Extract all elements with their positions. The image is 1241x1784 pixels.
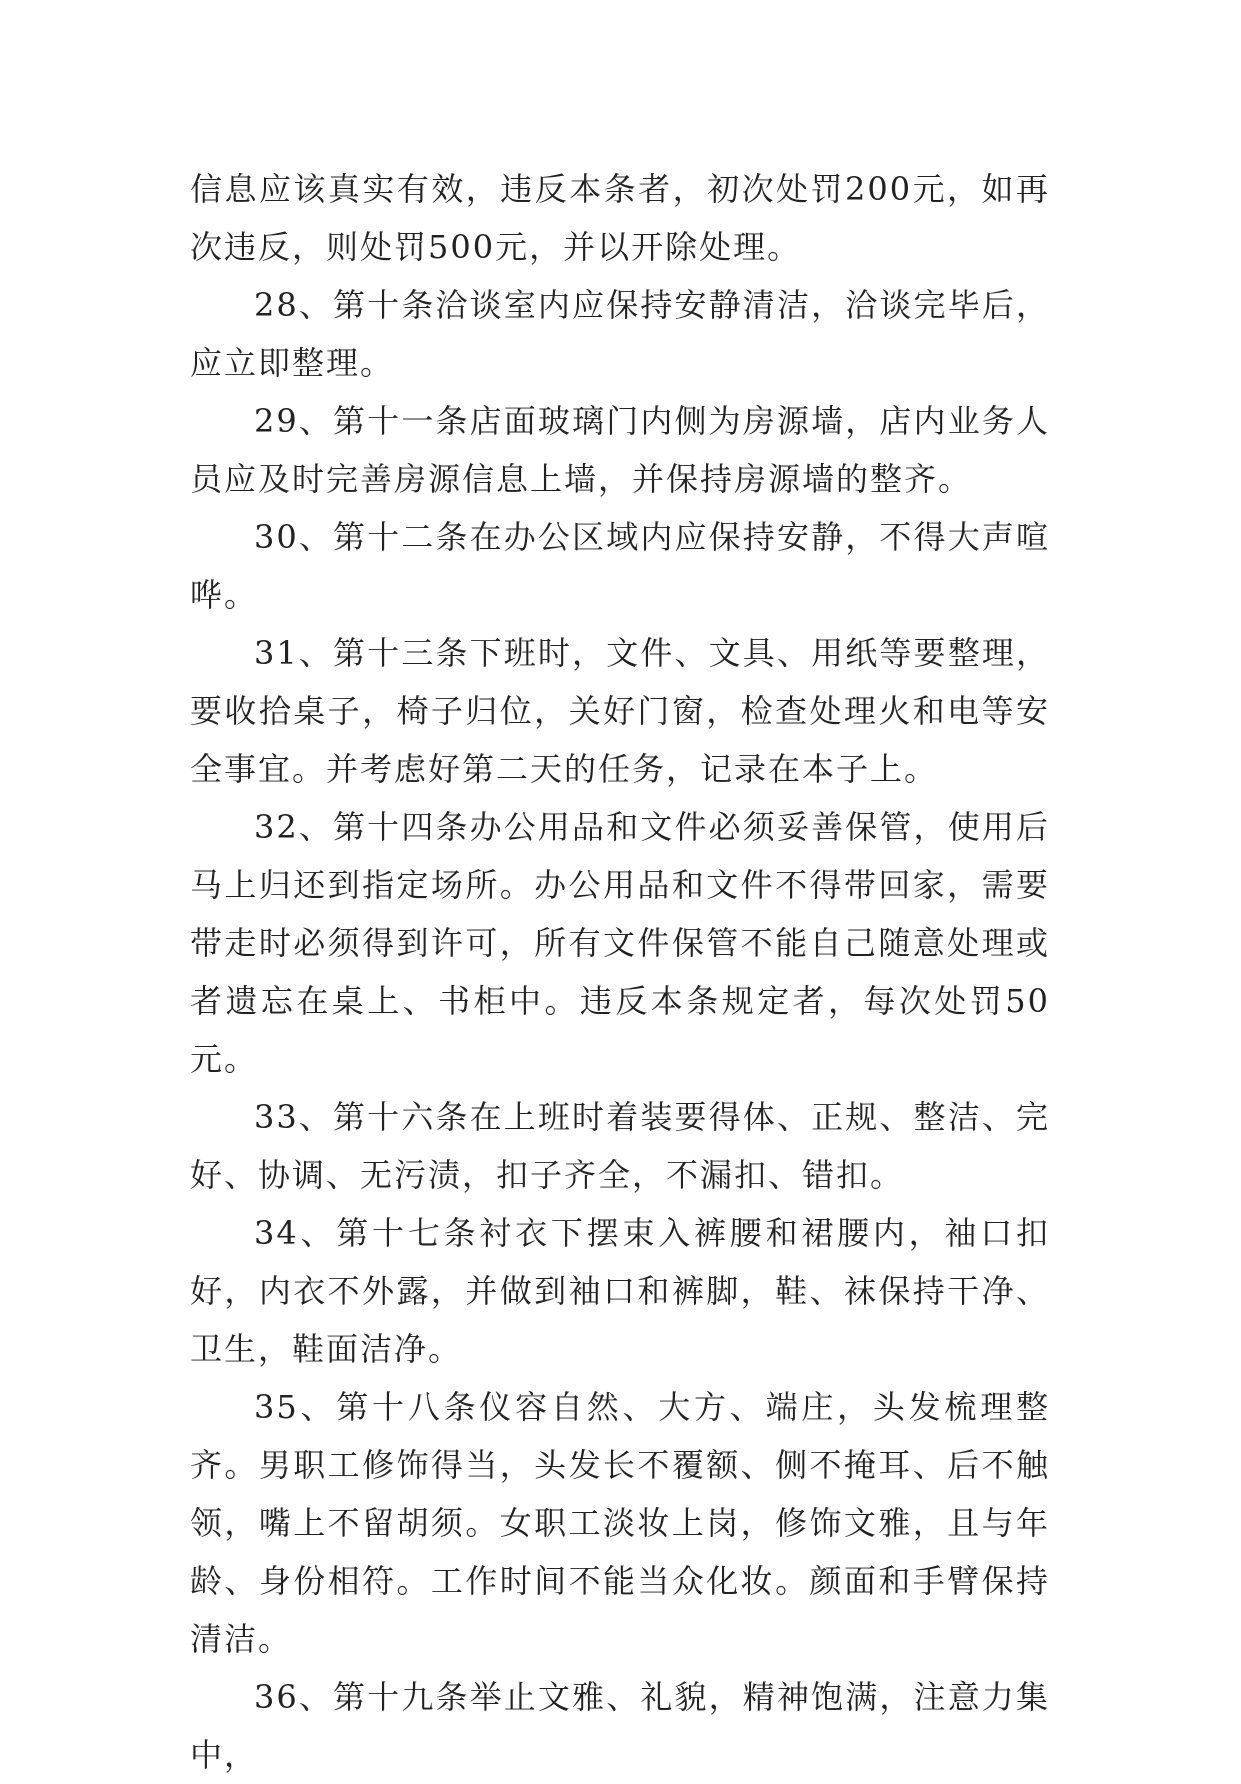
paragraph-item-32: 32、第十四条办公用品和文件必须妥善保管，使用后马上归还到指定场所。办公用品和文件不得带回家，需要带走时必须得到许可，所有文件保管不能自己随意处理或者遗忘在桌上、书柜中。违反本条规定者，每次处罚50元。 xyxy=(190,808,1050,1078)
paragraph-item-36: 36、第十九条举止文雅、礼貌，精神饱满，注意力集中， xyxy=(190,1678,1050,1774)
paragraph-continuation: 信息应该真实有效，违反本条者，初次处罚200元，如再次违反，则处罚500元，并以开除处理。 xyxy=(190,170,1050,266)
paragraph-item-34: 34、第十七条衬衣下摆束入裤腰和裙腰内，袖口扣好，内衣不外露，并做到袖口和裤脚，鞋、袜保持干净、卫生，鞋面洁净。 xyxy=(190,1214,1050,1368)
paragraph-item-33: 33、第十六条在上班时着装要得体、正规、整洁、完好、协调、无污渍，扣子齐全，不漏扣、错扣。 xyxy=(190,1098,1050,1194)
document-body xyxy=(190,160,1050,1784)
paragraph-item-30: 30、第十二条在办公区域内应保持安静，不得大声喧哗。 xyxy=(190,518,1050,614)
paragraph-item-31: 31、第十三条下班时，文件、文具、用纸等要整理，要收拾桌子，椅子归位，关好门窗，检查处理火和电等安全事宜。并考虑好第二天的任务，记录在本子上。 xyxy=(190,634,1050,788)
paragraph-item-35: 35、第十八条仪容自然、大方、端庄，头发梳理整齐。男职工修饰得当，头发长不覆额、侧不掩耳、后不触领，嘴上不留胡须。女职工淡妆上岗，修饰文雅，且与年龄、身份相符。工作时间不能当众化妆。颜面和手臂保持清洁。 xyxy=(190,1388,1050,1658)
paragraph-item-28: 28、第十条洽谈室内应保持安静清洁，洽谈完毕后，应立即整理。 xyxy=(190,286,1050,382)
paragraph-item-29: 29、第十一条店面玻璃门内侧为房源墙，店内业务人员应及时完善房源信息上墙，并保持房源墙的整齐。 xyxy=(190,402,1050,498)
